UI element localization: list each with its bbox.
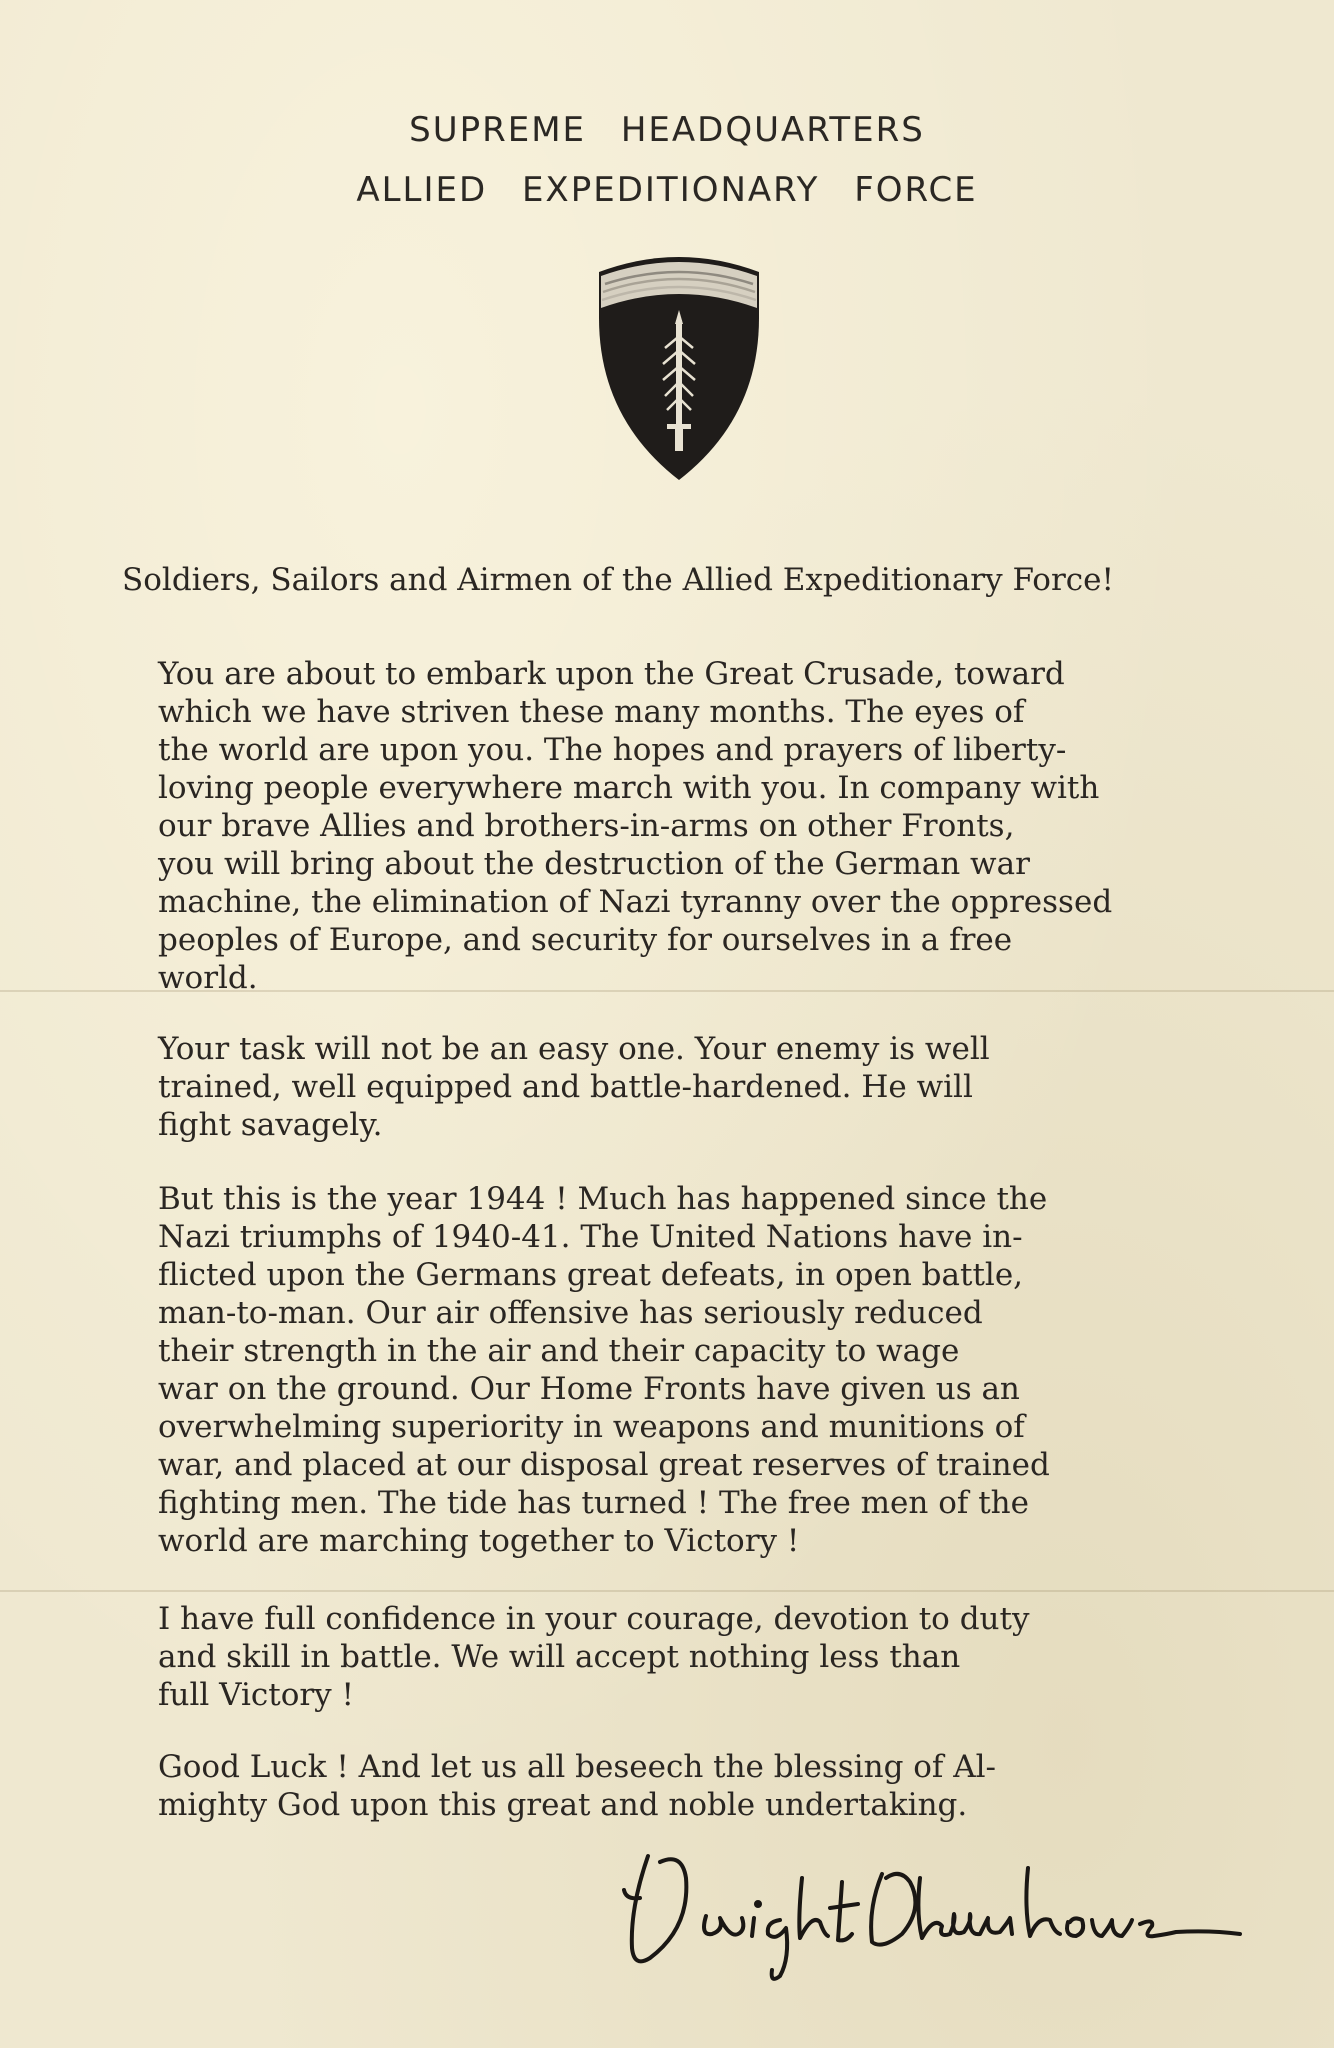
- text-line: flicted upon the Germans great defeats, in open battle,: [158, 1257, 1024, 1293]
- text-line: world are marching together to Victory !: [158, 1523, 800, 1559]
- text-line: Your task will not be an easy one. Your enemy is well: [158, 1031, 990, 1067]
- text-line: fight savagely.: [158, 1107, 383, 1143]
- text-line: full Victory !: [158, 1677, 355, 1713]
- text-line: man-to-man. Our air offensive has seriously reduced: [158, 1295, 983, 1331]
- text-line: But this is the year 1944 ! Much has happened since the: [158, 1181, 1048, 1217]
- text-line: which we have striven these many months. The eyes of: [158, 694, 1025, 730]
- text-line: Good Luck ! And let us all beseech the blessing of Al-: [158, 1749, 997, 1785]
- text-line: Nazi triumphs of 1940-41. The United Nations have in-: [158, 1219, 1023, 1255]
- text-line: You are about to embark upon the Great Crusade, toward: [158, 656, 1065, 692]
- header-line-1: SUPREME HEADQUARTERS: [409, 110, 925, 150]
- text-line: war, and placed at our disposal great reserves of trained: [158, 1447, 1050, 1483]
- header-line-2: ALLIED EXPEDITIONARY FORCE: [356, 170, 978, 210]
- paragraph-2: [158, 1030, 1198, 1144]
- paragraph-4: [158, 1600, 1198, 1714]
- text-line: you will bring about the destruction of the German war: [158, 846, 1030, 882]
- text-line: our brave Allies and brothers-in-arms on other Fronts,: [158, 808, 1015, 844]
- text-line: and skill in battle. We will accept nothing less than: [158, 1639, 961, 1675]
- text-line: the world are upon you. The hopes and prayers of liberty-: [158, 732, 1067, 768]
- text-line: machine, the elimination of Nazi tyranny over the oppressed: [158, 884, 1113, 920]
- text-line: overwhelming superiority in weapons and munitions of: [158, 1409, 1025, 1445]
- text-line: war on the ground. Our Home Fronts have given us an: [158, 1371, 1020, 1407]
- text-line: mighty God upon this great and noble undertaking.: [158, 1787, 968, 1823]
- paragraph-3: [158, 1180, 1198, 1560]
- signature: [620, 1838, 1260, 1988]
- text-line: loving people everywhere march with you. In company with: [158, 770, 1100, 806]
- text-line: peoples of Europe, and security for ourselves in a free: [158, 922, 1013, 958]
- paper-fold-line: [0, 1590, 1334, 1592]
- text-line: their strength in the air and their capacity to wage: [158, 1333, 960, 1369]
- text-line: world.: [158, 960, 258, 996]
- text-line: I have full confidence in your courage, devotion to duty: [158, 1601, 1030, 1637]
- shaef-shoulder-patch-icon: [591, 248, 767, 484]
- paragraph-5: [158, 1748, 1198, 1824]
- paragraph-1: [158, 655, 1198, 997]
- text-line: fighting men. The tide has turned ! The free men of the: [158, 1485, 1029, 1521]
- text-line: trained, well equipped and battle-hardened. He will: [158, 1069, 973, 1105]
- salutation: Soldiers, Sailors and Airmen of the Allied Expeditionary Force!: [122, 562, 1114, 598]
